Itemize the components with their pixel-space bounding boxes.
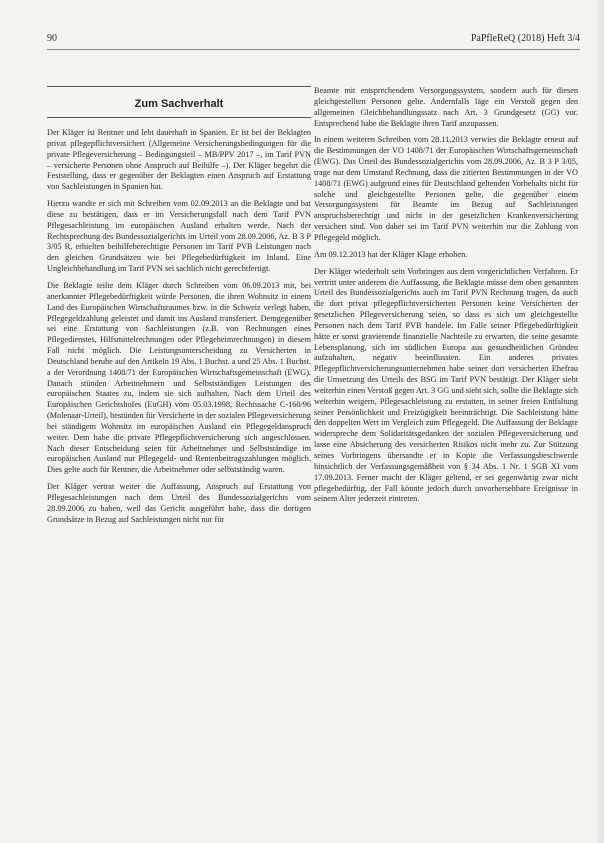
paragraph: Der Kläger vertrat weiter die Auffassung, Anspruch auf Erstattung von Pflegesachleistungen nach dem Urteil des Bundessozialgerichts vom 28.09.2006 zu haben, weil das Gericht ausgeführt habe, dass die dortigen Grundsätze in Bezug auf Sachleistungen nicht nur für	[47, 482, 311, 524]
paragraph: Die Beklagte teilte dem Kläger durch Schreiben vom 06.09.2013 mit, bei anerkannter Pflegebedürftigkeit würde Personen, die ihren Wohnsitz in einem Land des Europäischen Wirtschaftsraumes bzw. in die Schweiz verlegt haben, Pflegegeldzahlung geleistet und damit ins Ausland transferiert. Demgegenüber sei eine Erstattung von Sachleistungen (z.B. von Rechnungen eines Pflegedienstes, Hilfsmittelrechnungen oder Pflegeheimrechnungen) in diesem Fall nicht möglich. Die Leistungsunterscheidung zu Versicherten in Deutschland beruhe auf den Artikeln 19 Abs. 1 Buchst. a und 25 Abs. 1 Buchst. a der Verordnung 1408/71 der Europäischen Wirtschaftsgemeinschaft (EWG). Danach stünden Arbeitnehmern und Selbstständigen Leistungen des europäischen Staates zu, indem sie sich aufhalten. Nach dem Urteil des Europäischen Gerichtshofes (EuGH) vom 05.03.1998, Rechtssache C-160/96 (Molenaar-Urteil), bestünden für Versicherte in der sozialen Pflegeversicherung bei ständigem Wohnsitz im europäischen Ausland ein Pflegegeldanspruch weiter. Dem habe die private Pflegepflichtversicherung sich angeschlossen. Nach dieser Entscheidung seien für Arbeitnehmer und Selbstständige im europäischen Ausland nur Pflegegeld- und Rentenbeitragszahlungen möglich. Dies gelte auch für Rentner, die Arbeitnehmer oder selbstständig waren.	[47, 280, 311, 475]
paragraph: Der Kläger ist Rentner und lebt dauerhaft in Spanien. Er ist bei der Beklagten privat pflegepflichtversichert (Allgemeine Versicherungsbedingungen für die private Pflegeversicherung – Bedingungsteil – MB/PPV 2017 –, im Tarif PVN – versicherte Personen ohne Anspruch auf Beihilfe –). Der Kläger begehrt die Feststellung, dass er gegenüber der Beklagten einen Anspruch auf Erstattung von Sachleistungen in Spanien hat.	[47, 128, 311, 192]
paragraph: Hierzu wandte er sich mit Schreiben vom 02.09.2013 an die Beklagte und bat diese zu bestätigen, dass er im Versicherungsfall nach dem Tarif PVN Pflegesachleistung im europäischen Ausland erhalten werde. Nach der Rechtsprechung des Bundessozialgerichts im Urteil vom 28.09.2006, Az. B 3 P 3/05 R, erhielten beihilfeberechtigte Personen im Tarif PVB Leistungen nach den gleichen Grundsätzen wie bei Pflegebedürftigkeit im Inland. Eine Ungleichbehandlung im Tarif PVN sei sachlich nicht gerechtfertigt.	[47, 199, 311, 274]
paragraph: In einem weiteren Schreiben vom 28.11.2013 verwies die Beklagte erneut auf die Bestimmungen der VO 1408/71 der Europäischen Wirtschaftsgemeinschaft (EWG). Das Urteil des Bundessozialgerichts vom 28.09.2006, Az. B 3 P 3/05, trage nur dem Umstand Rechnung, dass die zitierten Bestimmungen in der VO 1408/71 (EWG) aufgrund eines für Deutschland geltenden Vorbehalts nicht für solche und gleichgestellte Personen gelte, die gegenüber einem Versorgungssystem für Beamte im Bezug auf Sachleistungen anspruchsberechtigt und nicht in der gesetzlichen Krankenversicherung versichert sind. Von daher sei im Tarif PVN weiterhin nur die Zahlung von Pflegegeld möglich.	[314, 135, 578, 242]
left-column	[47, 86, 311, 532]
paragraph: Beamte mit entsprechendem Versorgungssystem, sondern auch für diesen gleichgestellten Personen gelte. Andernfalls läge ein Verstoß gegen den allgemeinen Gleichbehandlungssatz nach Art. 3 Grundgesetz (GG) vor. Entsprechend habe die Beklagte ihren Tarif anzupassen.	[314, 86, 578, 128]
page-number: 90	[47, 33, 57, 44]
journal-reference: PaPfleReQ (2018) Heft 3/4	[470, 33, 580, 44]
paragraph: Am 09.12.2013 hat der Kläger Klage erhoben.	[314, 249, 468, 259]
section-heading-box	[47, 86, 311, 118]
header-divider	[47, 49, 580, 50]
right-column	[314, 86, 578, 511]
paragraph: Der Kläger wiederholt sein Vorbringen aus dem vorgerichtlichen Verfahren. Er vertritt unter anderem die Auffassung, die Beklagte müsse dem oben genannten Urteil des Bundessozialgerichts auch im Tarif PVN Rechnung tragen, da auch die dort privat pflegepflichtversicherten Personen keine Versicherten der gesetzlichen Pflegeversicherung seien, so dass es sich um gleichgestellte Personen nach dem Tarif PVB handele. Im Falle seiner Pflegebedürftigkeit hätte er sonst gravierende finanzielle Nachteile zu erwarten, die seine gesamte Lebensplanung, sich im südlichen Europa aus gesundheitlichen Gründen aufzuhalten, negativ beeinflussten. Ein anderes privates Pflegepflichtversicherungsunternehmen habe seiner dort versicherten Ehefrau die Umsetzung des Urteils des BSG im Tarif PVN bestätigt. Der Kläger sieht weiterhin einen Verstoß gegen Art. 3 GG und sieht sich, sollte die Beklagte sich weiterhin weigern, Pflegesachleistung zu erstatten, in seiner freien Entfaltung seiner Persönlichkeit und Freizügigkeit beeinträchtigt. Die Sachleistung hätte den doppelten Wert im Vergleich zum Pflegegeld. Die Auffassung der Beklagte widerspreche dem Solidaritätsgedanken der sozialen Pflegeversicherung und lasse eine Absicherung des versicherten Risikos nicht mehr zu. Zur Stützung seines Vorbringens übersandte er in Kopie die Verfassungsbeschwerde hinsichtlich der Verfassungsgemäßheit von § 34 Abs. 1 Nr. 1 SGB XI vom 17.09.2013. Ferner macht der Kläger geltend, er sei gegenwärtig zwar nicht pflegebedürftig, der Fall könnte jedoch durch unvorhersehbare Ereignisse in seinem Alter jederzeit eintreten.	[314, 266, 578, 504]
section-title: Zum Sachverhalt	[134, 97, 224, 110]
scan-edge-shadow	[594, 0, 604, 843]
